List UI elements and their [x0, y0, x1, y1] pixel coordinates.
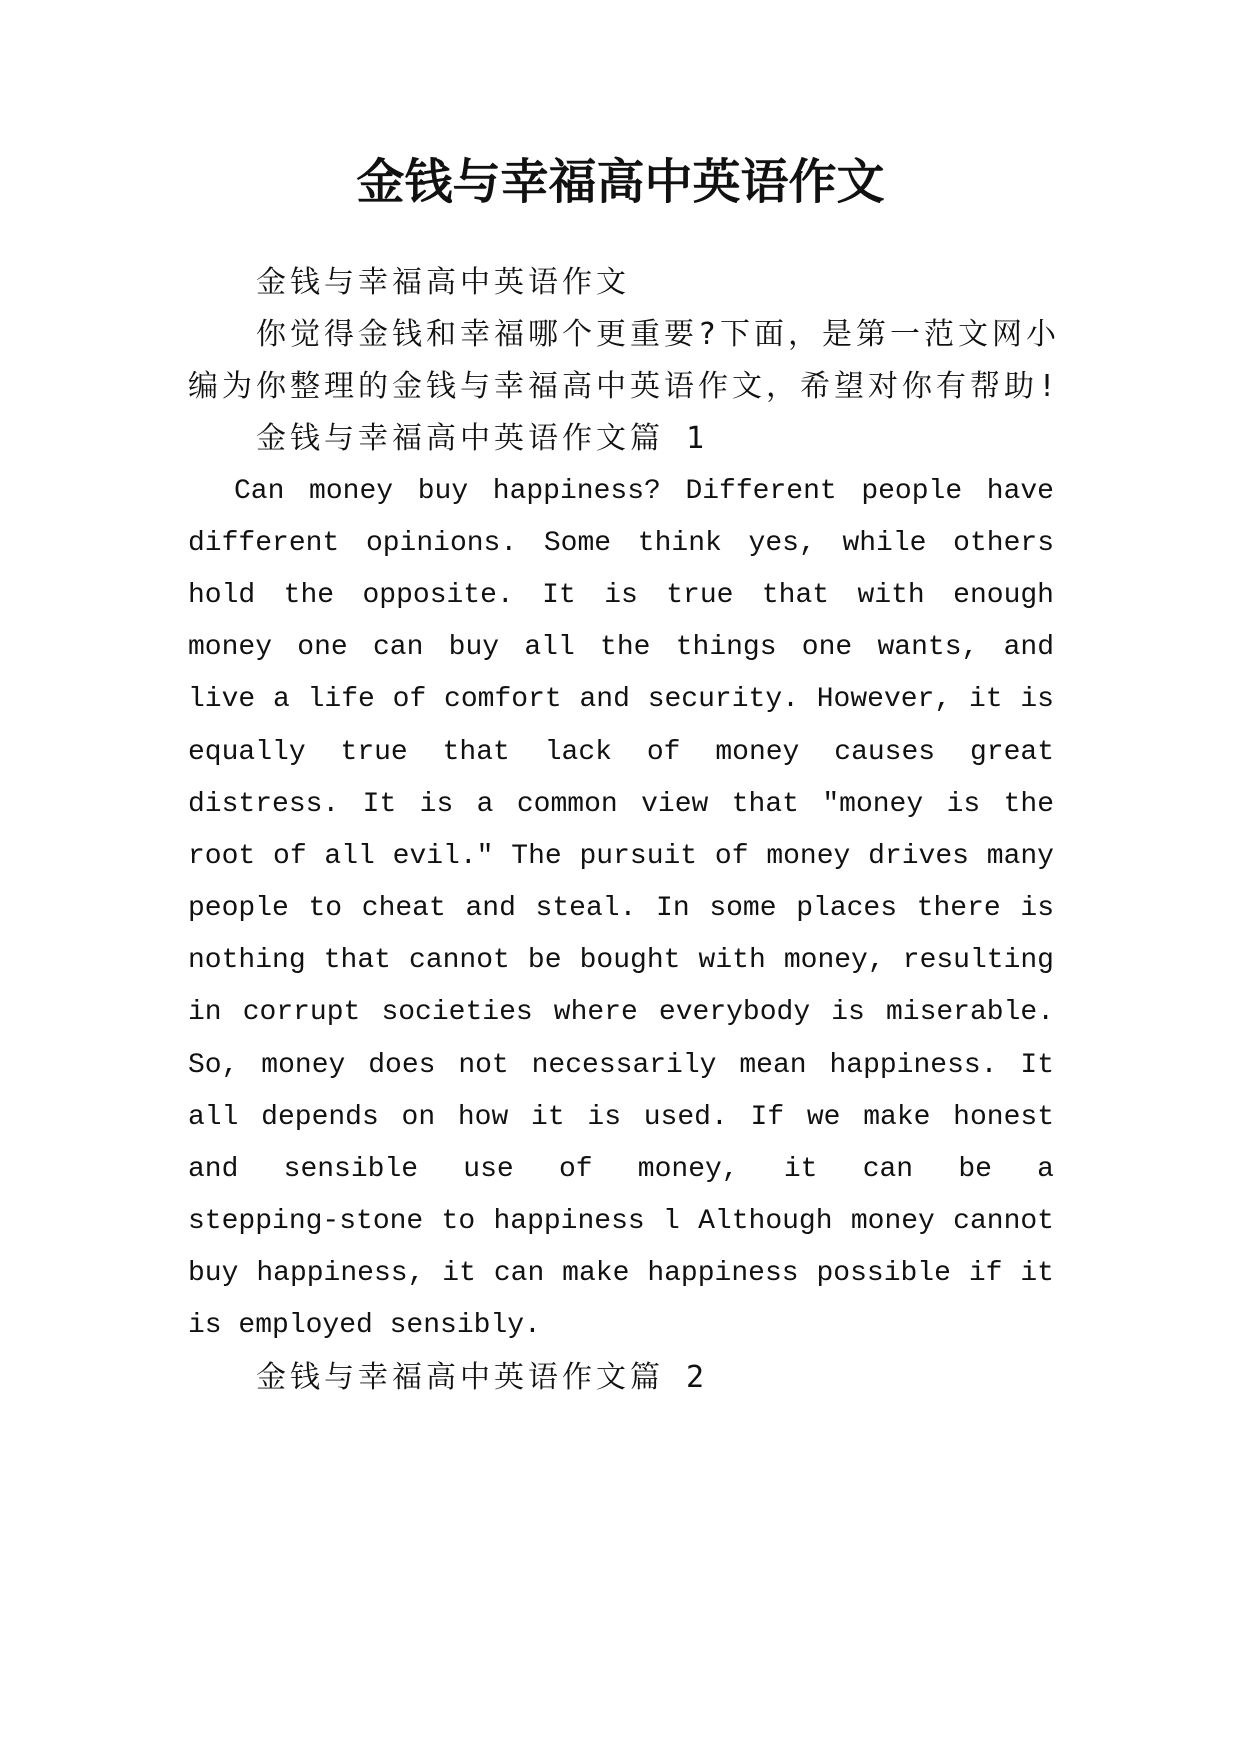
- essay-line: Can money buy happiness? Different people have: [234, 476, 1054, 507]
- section-heading-2: 金钱与幸福高中英语作文篇 2: [256, 1360, 709, 1395]
- essay-line: distress. It is a common view that "money is the: [188, 789, 1054, 820]
- subtitle: 金钱与幸福高中英语作文: [256, 265, 630, 300]
- essay-line: and sensible use of money, it can be a: [188, 1154, 1054, 1185]
- intro-line: 编为你整理的金钱与幸福高中英语作文，希望对你有帮助!: [188, 369, 1061, 404]
- essay-line: different opinions. Some think yes, while others: [188, 528, 1054, 559]
- essay-line: in corrupt societies where everybody is miserable.: [188, 997, 1054, 1028]
- essay-line: hold the opposite. It is true that with enough: [188, 580, 1054, 611]
- document-title: 金钱与幸福高中英语作文: [356, 154, 885, 210]
- essay-line: money one can buy all the things one wants, and: [188, 632, 1054, 663]
- intro-line: 你觉得金钱和幸福哪个更重要?下面，是第一范文网小: [256, 317, 1061, 352]
- essay-line: equally true that lack of money causes great: [188, 737, 1054, 768]
- essay-line: buy happiness, it can make happiness possible if it: [188, 1258, 1054, 1289]
- essay-line: nothing that cannot be bought with money, resulting: [188, 945, 1054, 976]
- essay-line: people to cheat and steal. In some places there is: [188, 893, 1054, 924]
- essay-line: is employed sensibly.: [188, 1310, 541, 1341]
- essay-line: live a life of comfort and security. However, it is: [188, 684, 1054, 715]
- essay-line: So, money does not necessarily mean happiness. It: [188, 1050, 1054, 1081]
- essay-line: stepping-stone to happiness l Although money cannot: [188, 1206, 1054, 1237]
- essay-line: all depends on how it is used. If we make honest: [188, 1102, 1054, 1133]
- section-heading-1: 金钱与幸福高中英语作文篇 1: [256, 421, 709, 456]
- essay-line: root of all evil." The pursuit of money drives many: [188, 841, 1054, 872]
